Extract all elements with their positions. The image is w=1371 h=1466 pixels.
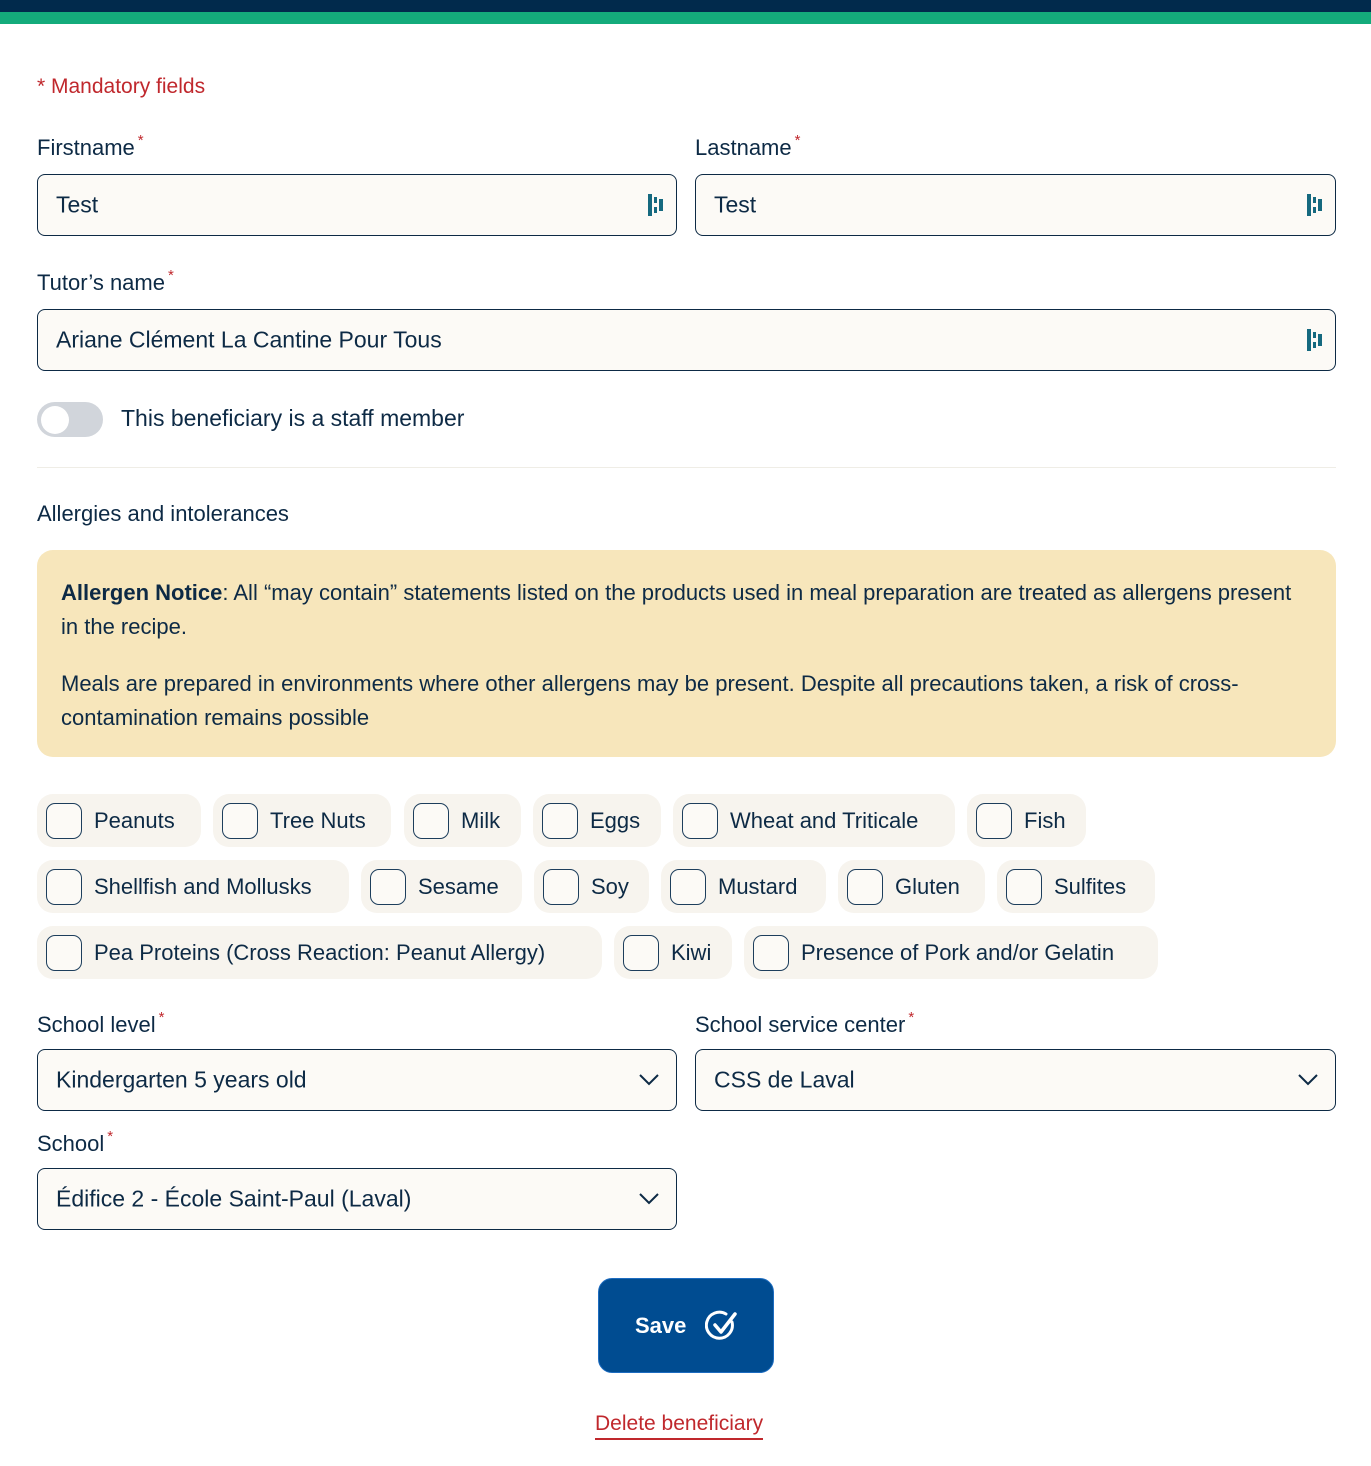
firstname-label-text: Firstname: [37, 135, 135, 160]
allergy-label: Presence of Pork and/or Gelatin: [801, 939, 1115, 965]
checkbox[interactable]: [542, 803, 578, 839]
lastname-input[interactable]: [695, 174, 1336, 236]
checkbox[interactable]: [543, 869, 579, 905]
allergy-option-gluten[interactable]: [838, 860, 985, 913]
school-level-value: Kindergarten 5 years old: [56, 1066, 307, 1093]
allergy-option-soy[interactable]: [534, 860, 649, 913]
chevron-down-icon: [638, 1192, 660, 1206]
allergy-label: Milk: [461, 807, 501, 833]
allergy-option-shellfish-mollusks[interactable]: [37, 860, 349, 913]
firstname-label: [37, 132, 144, 161]
allergy-label: Mustard: [718, 873, 798, 899]
allergy-label: Sulfites: [1054, 873, 1127, 899]
keeper-autofill-icon[interactable]: [1307, 194, 1323, 216]
check-circle-icon: [705, 1309, 739, 1343]
toggle-knob: [41, 406, 69, 434]
allergy-label: Shellfish and Mollusks: [94, 873, 312, 899]
allergy-label: Sesame: [418, 873, 499, 899]
save-button[interactable]: [598, 1278, 774, 1373]
accent-bar: [0, 12, 1371, 24]
checkbox[interactable]: [753, 935, 789, 971]
staff-member-label: This beneficiary is a staff member: [121, 405, 465, 431]
allergy-option-sesame[interactable]: [361, 860, 522, 913]
school-label: [37, 1128, 114, 1157]
allergy-option-pea-proteins[interactable]: [37, 926, 602, 979]
mandatory-fields-note: * Mandatory fields: [37, 75, 206, 98]
allergy-label: Peanuts: [94, 807, 175, 833]
checkbox[interactable]: [682, 803, 718, 839]
checkbox[interactable]: [1006, 869, 1042, 905]
allergy-option-mustard[interactable]: [661, 860, 826, 913]
school-level-label-text: School level: [37, 1012, 156, 1037]
required-marker: *: [167, 267, 174, 284]
allergy-label: Fish: [1024, 807, 1066, 833]
lastname-label-text: Lastname: [695, 135, 792, 160]
allergy-option-milk[interactable]: [404, 794, 521, 847]
allergy-option-tree-nuts[interactable]: [213, 794, 391, 847]
allergen-notice-heading: Allergen Notice: [61, 580, 223, 605]
tutor-label-text: Tutor’s name: [37, 270, 165, 295]
section-divider: [37, 467, 1336, 468]
required-marker: *: [794, 132, 801, 149]
checkbox[interactable]: [413, 803, 449, 839]
school-service-center-value: CSS de Laval: [714, 1066, 855, 1093]
lastname-value: Test: [714, 191, 757, 218]
tutor-name-input[interactable]: [37, 309, 1336, 371]
chevron-down-icon: [1297, 1073, 1319, 1087]
allergy-option-kiwi[interactable]: [614, 926, 732, 979]
allergy-option-fish[interactable]: [967, 794, 1086, 847]
firstname-input[interactable]: [37, 174, 677, 236]
chevron-down-icon: [638, 1073, 660, 1087]
required-marker: *: [158, 1009, 165, 1026]
school-select[interactable]: [37, 1168, 677, 1230]
header-bar: [0, 0, 1371, 12]
allergy-option-sulfites[interactable]: [997, 860, 1155, 913]
allergen-notice-text-2: Meals are prepared in environments where other allergens may be present. Despite all precautions taken, a risk of cross-contamination remains possible: [61, 671, 1239, 730]
allergy-option-eggs[interactable]: [533, 794, 661, 847]
allergy-label: Tree Nuts: [270, 807, 366, 833]
allergy-option-peanuts[interactable]: [37, 794, 201, 847]
checkbox[interactable]: [46, 935, 82, 971]
school-label-text: School: [37, 1131, 105, 1156]
checkbox[interactable]: [46, 869, 82, 905]
checkbox[interactable]: [222, 803, 258, 839]
delete-beneficiary-link[interactable]: Delete beneficiary: [595, 1412, 763, 1440]
allergy-label: Soy: [591, 873, 629, 899]
allergen-notice: [37, 550, 1336, 757]
required-marker: *: [137, 132, 144, 149]
allergy-option-pork-gelatin[interactable]: [744, 926, 1158, 979]
allergy-label: Eggs: [590, 807, 641, 833]
checkbox[interactable]: [976, 803, 1012, 839]
checkbox[interactable]: [623, 935, 659, 971]
school-level-select[interactable]: [37, 1049, 677, 1111]
checkbox[interactable]: [46, 803, 82, 839]
school-service-center-select[interactable]: [695, 1049, 1336, 1111]
required-marker: *: [908, 1009, 915, 1026]
staff-member-toggle[interactable]: [37, 402, 103, 437]
school-level-label: [37, 1009, 165, 1038]
allergen-notice-paragraph-1: [61, 576, 1312, 644]
school-value: Édifice 2 - École Saint-Paul (Laval): [56, 1185, 412, 1212]
checkbox[interactable]: [847, 869, 883, 905]
checkbox[interactable]: [370, 869, 406, 905]
save-button-label: Save: [635, 1312, 687, 1338]
school-service-center-label-text: School service center: [695, 1012, 906, 1037]
firstname-value: Test: [56, 191, 99, 218]
tutor-label: [37, 267, 174, 296]
lastname-label: [695, 132, 801, 161]
keeper-autofill-icon[interactable]: [648, 194, 664, 216]
required-marker: *: [107, 1128, 114, 1145]
school-service-center-label: [695, 1009, 915, 1038]
allergies-title: Allergies and intolerances: [37, 501, 289, 526]
allergy-label: Wheat and Triticale: [730, 807, 919, 833]
allergen-notice-text-1: : All “may contain” statements listed on the products used in meal preparation are treated as allergens present in the recipe.: [61, 580, 1292, 639]
allergy-label: Pea Proteins (Cross Reaction: Peanut Allergy): [94, 939, 546, 965]
allergy-label: Gluten: [895, 873, 960, 899]
tutor-name-value: Ariane Clément La Cantine Pour Tous: [56, 326, 442, 353]
checkbox[interactable]: [670, 869, 706, 905]
keeper-autofill-icon[interactable]: [1307, 329, 1323, 351]
allergy-option-wheat-triticale[interactable]: [673, 794, 955, 847]
allergy-label: Kiwi: [671, 939, 712, 965]
